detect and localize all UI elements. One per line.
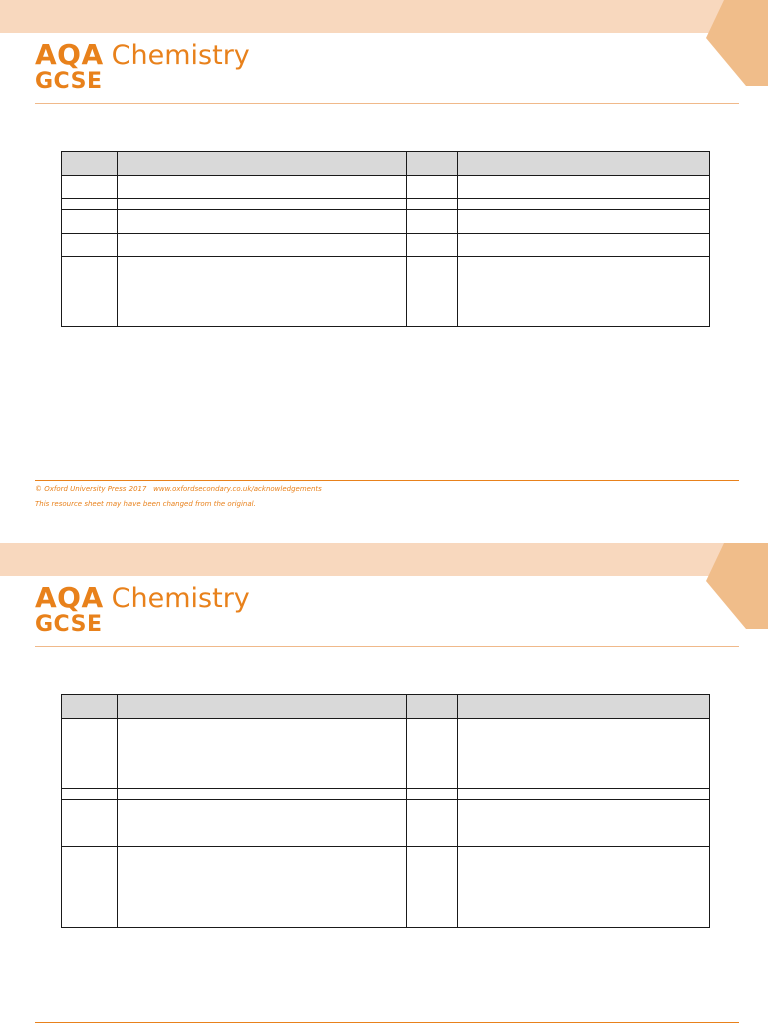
table-cell bbox=[407, 847, 458, 928]
table-cell bbox=[407, 800, 458, 847]
logo bbox=[35, 38, 250, 94]
table-cell bbox=[62, 800, 118, 847]
table-row bbox=[62, 257, 710, 327]
corner-tab-shape bbox=[706, 0, 768, 86]
header-cell bbox=[458, 152, 710, 176]
table-cell bbox=[458, 800, 710, 847]
table-cell bbox=[407, 176, 458, 199]
footer-copyright-line bbox=[35, 485, 322, 493]
footer-note: This resource sheet may have been changed from the original. bbox=[35, 500, 256, 508]
logo bbox=[35, 581, 250, 637]
table-cell bbox=[118, 800, 407, 847]
table-cell bbox=[118, 719, 407, 789]
table-cell bbox=[458, 199, 710, 210]
table-cell bbox=[118, 257, 407, 327]
footer-divider bbox=[35, 480, 739, 481]
corner-tab-shape bbox=[706, 543, 768, 629]
table-cell bbox=[118, 789, 407, 800]
table-cell bbox=[458, 234, 710, 257]
header-band bbox=[0, 543, 768, 576]
table-cell bbox=[407, 789, 458, 800]
table-cell bbox=[407, 257, 458, 327]
table-cell bbox=[407, 234, 458, 257]
table-row bbox=[62, 234, 710, 257]
logo-subject: Chemistry bbox=[111, 40, 250, 71]
table-row bbox=[62, 210, 710, 234]
table-cell bbox=[62, 234, 118, 257]
logo-exam-board: AQA bbox=[35, 38, 104, 71]
header-divider bbox=[35, 103, 739, 104]
table-cell bbox=[62, 847, 118, 928]
table-header-row bbox=[62, 695, 710, 719]
table-cell bbox=[118, 210, 407, 234]
table-row bbox=[62, 847, 710, 928]
table-cell bbox=[458, 719, 710, 789]
table-cell bbox=[458, 789, 710, 800]
logo-subject: Chemistry bbox=[111, 583, 250, 614]
table-cell bbox=[118, 234, 407, 257]
table-cell bbox=[118, 176, 407, 199]
worksheet-table bbox=[61, 694, 710, 928]
header-cell bbox=[118, 695, 407, 719]
worksheet-table bbox=[61, 151, 710, 327]
header-cell bbox=[407, 152, 458, 176]
header-divider bbox=[35, 646, 739, 647]
table-cell bbox=[407, 210, 458, 234]
table-cell bbox=[458, 210, 710, 234]
table-cell bbox=[118, 847, 407, 928]
header-cell bbox=[407, 695, 458, 719]
header-cell bbox=[118, 152, 407, 176]
header-cell bbox=[458, 695, 710, 719]
table-cell bbox=[62, 210, 118, 234]
table-row bbox=[62, 199, 710, 210]
table-row bbox=[62, 789, 710, 800]
table-cell bbox=[407, 199, 458, 210]
table-header-row bbox=[62, 152, 710, 176]
table-cell bbox=[458, 176, 710, 199]
table-cell bbox=[407, 719, 458, 789]
table-cell bbox=[458, 257, 710, 327]
logo-exam-board: AQA bbox=[35, 581, 104, 614]
logo-level: GCSE bbox=[35, 612, 103, 637]
table-row bbox=[62, 176, 710, 199]
table-cell bbox=[62, 789, 118, 800]
logo-level: GCSE bbox=[35, 69, 103, 94]
table-cell bbox=[62, 719, 118, 789]
resource-sheet-page-2 bbox=[0, 543, 768, 1024]
table-row bbox=[62, 719, 710, 789]
table-cell bbox=[458, 847, 710, 928]
table-cell bbox=[118, 199, 407, 210]
footer-copyright: © Oxford University Press 2017 bbox=[35, 485, 147, 493]
footer-url[interactable]: www.oxfordsecondary.co.uk/acknowledgements bbox=[153, 485, 322, 493]
table-cell bbox=[62, 257, 118, 327]
footer-divider bbox=[35, 1022, 739, 1023]
header-cell bbox=[62, 152, 118, 176]
table-cell bbox=[62, 199, 118, 210]
header-band bbox=[0, 0, 768, 33]
table-row bbox=[62, 800, 710, 847]
header-cell bbox=[62, 695, 118, 719]
table-cell bbox=[62, 176, 118, 199]
